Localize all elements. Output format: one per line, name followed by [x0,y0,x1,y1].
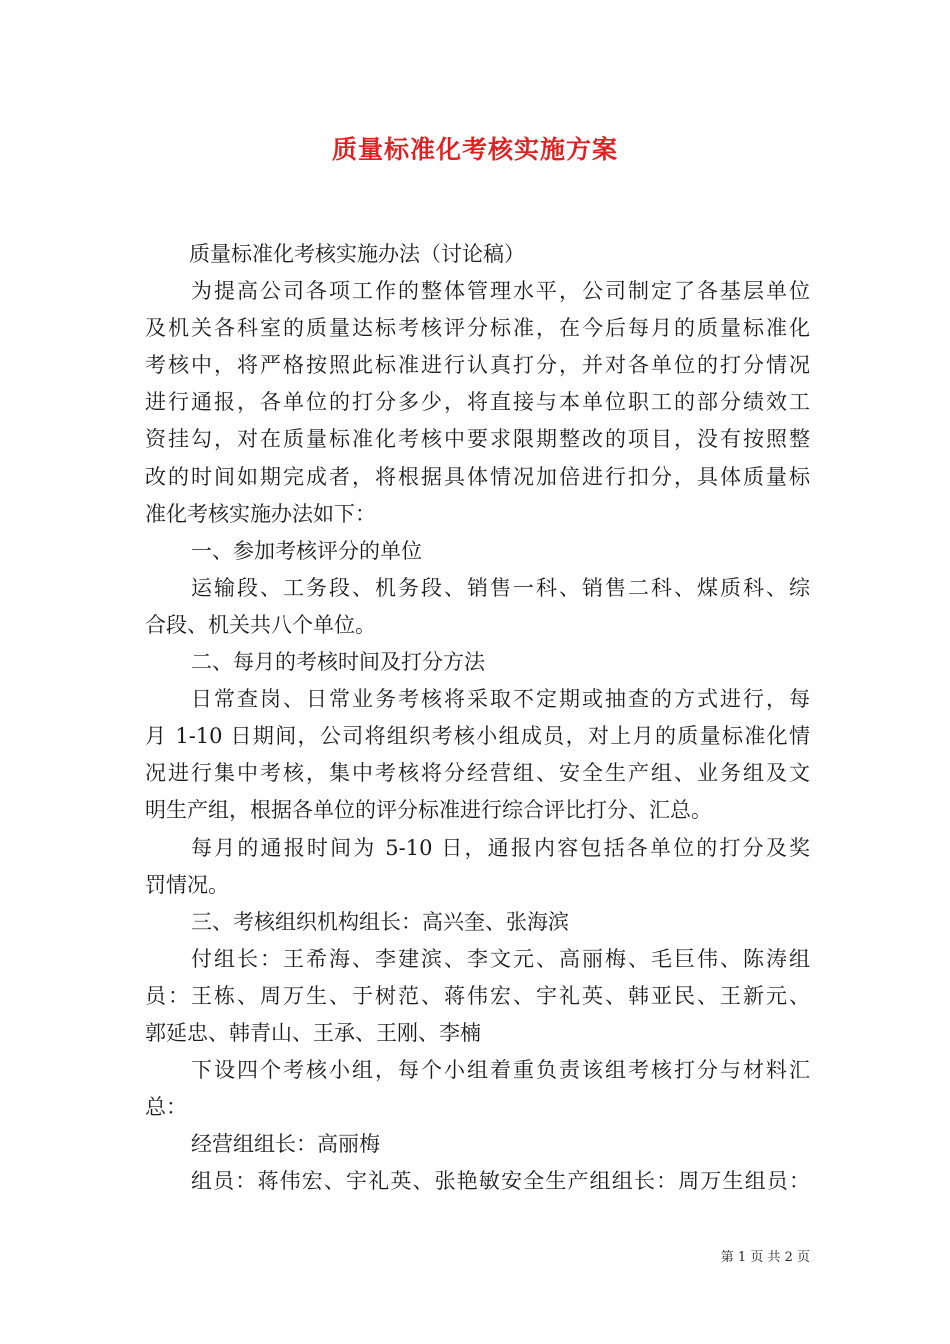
section-heading: 三、考核组织机构组长：高兴奎、张海滨 [191,909,569,934]
section-heading: 一、参加考核评分的单位 [191,538,422,563]
paragraph-line: 准化考核实施办法如下： [145,501,376,526]
paragraph-line: 每月的通报时间为 5-10 日，通报内容包括各单位的打分及奖 [191,835,810,860]
paragraph-line: 为提高公司各项工作的整体管理水平，公司制定了各基层单位 [191,279,810,304]
paragraph-line: 明生产组，根据各单位的评分标准进行综合评比打分、汇总。 [145,798,712,823]
paragraph-line: 资挂勾，对在质量标准化考核中要求限期整改的项目，没有按照整 [145,427,810,452]
paragraph-line: 及机关各科室的质量达标考核评分标准，在今后每月的质量标准化 [145,316,810,341]
paragraph-line: 郭延忠、韩青山、王承、王刚、李楠 [145,1020,481,1045]
paragraph-line: 下设四个考核小组，每个小组着重负责该组考核打分与材料汇 [191,1058,810,1083]
paragraph-line: 日常查岗、日常业务考核将采取不定期或抽查的方式进行，每 [191,687,810,712]
paragraph-line: 况进行集中考核，集中考核将分经营组、安全生产组、业务组及文 [145,761,810,786]
section-heading: 二、每月的考核时间及打分方法 [191,650,485,675]
paragraph-line: 运输段、工务段、机务段、销售一科、销售二科、煤质科、综 [191,575,810,600]
paragraph-line: 经营组组长：高丽梅 [191,1132,380,1157]
paragraph-line: 组员：蒋伟宏、宇礼英、张艳敏安全生产组组长：周万生组员： [191,1169,810,1194]
document-title: 质量标准化考核实施方案 [331,135,618,164]
paragraph-line: 付组长：王希海、李建滨、李文元、高丽梅、毛巨伟、陈涛组 [191,946,810,971]
document-body [145,236,810,1200]
subtitle-line: 质量标准化考核实施办法（讨论稿） [189,242,525,266]
paragraph-line: 员：王栋、周万生、于树范、蒋伟宏、宇礼英、韩亚民、王新元、 [145,983,810,1008]
paragraph-line: 进行通报，各单位的打分多少，将直接与本单位职工的部分绩效工 [145,390,810,415]
paragraph-line: 罚情况。 [145,872,229,897]
paragraph-line: 合段、机关共八个单位。 [145,612,376,637]
paragraph-line: 考核中，将严格按照此标准进行认真打分，并对各单位的打分情况 [145,353,810,378]
paragraph-line: 月 1-10 日期间，公司将组织考核小组成员，对上月的质量标准化情 [145,724,810,749]
paragraph-line: 总： [145,1095,187,1120]
paragraph-line: 改的时间如期完成者，将根据具体情况加倍进行扣分，具体质量标 [145,464,810,489]
page-number: 第 1 页 共 2 页 [720,1250,810,1265]
